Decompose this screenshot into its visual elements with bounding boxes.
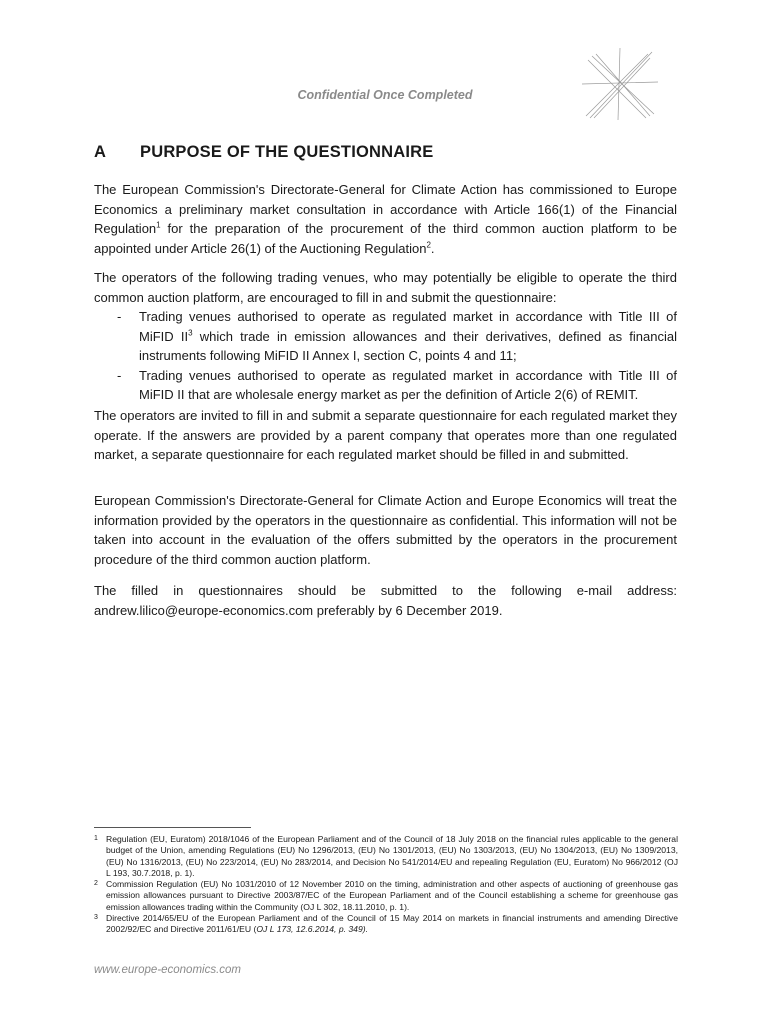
footnote-number: 3 xyxy=(94,914,98,922)
star-logo-icon xyxy=(580,48,660,120)
p1-text-c: . xyxy=(430,240,435,256)
confidential-note: Confidential Once Completed xyxy=(297,88,473,102)
paragraph-operators xyxy=(94,268,677,405)
footnote-ref-3: 3 xyxy=(188,328,193,338)
footnote-text: Commission Regulation (EU) No 1031/2010 of 12 November 2010 on the timing, administration and other aspects of auctioning of greenhouse gas emission allowances pursuant to Directive 2003/87/EC of the European Parliament and of the Council establishing a scheme for greenhouse gas emission allowances trading within the Community (OJ L 302, 18.11.2010, p. 1). xyxy=(106,879,678,912)
p1-text-a: The European Commission's Directorate-General for Climate Action has commissioned to Europe Economics a preliminary market consultation in accordance with Article 166(1) of the Financial Regulation xyxy=(94,182,677,236)
footnote-text: Directive 2014/65/EU of the European Parliament and of the Council of 15 May 2014 on markets in financial instruments and amending Directive 2002/92/EC and Directive 2011/61/EU ( xyxy=(106,913,678,935)
footnote-ref-2: 2 xyxy=(426,240,431,250)
paragraph-submission xyxy=(94,581,677,620)
paragraph-separate-questionnaire: The operators are invited to fill in and submit a separate questionnaire for each regulated market they operate. If the answers are provided by a parent company that operates more than one regulated market, a separate questionnaire for each regulated market should be filled in and submitted. xyxy=(94,408,677,462)
footnote-number: 1 xyxy=(94,835,98,842)
bullet-dash: - xyxy=(117,309,122,324)
footnote-ref-1: 1 xyxy=(156,220,161,230)
footnote-text: Regulation (EU, Euratom) 2018/1046 of the European Parliament and of the Council of 18 July 2018 on the financial rules applicable to the general budget of the Union, amending Regulations (EU) No 1296/2013, (EU) No 1301/2013, (EU) No 1303/2013, (EU) No 1304/2013, (EU) No 1309/2013, (EU) No 1316/2013, (EU) No 223/2014, (EU) No 283/2014, and Decision No 541/2014/EU and repealing Regulation (EU, Euratom) No 966/2012 (OJ L 193, 30.7.2018, p. 1). xyxy=(106,834,678,878)
footnote-number: 2 xyxy=(94,880,98,888)
bullet1-text-b: which trade in emission allowances and their derivatives, defined as financial instruments following MiFID II Annex I, section C, points 4 and 11; xyxy=(139,328,677,363)
footnote-divider xyxy=(94,827,251,828)
footnotes xyxy=(94,834,678,936)
footnote-1 xyxy=(94,834,678,879)
bullet1-text-a: Trading venues authorised to operate as regulated market in accordance with Title III of MiFID II xyxy=(139,309,677,344)
bullet-dash: - xyxy=(117,367,122,383)
section-title: PURPOSE OF THE QUESTIONNAIRE xyxy=(140,143,434,161)
bullet2-text: Trading venues authorised to operate as regulated market in accordance with Title III of MiFID II that are wholesale energy market as per the definition of Article 2(6) of REMIT. xyxy=(139,367,677,402)
footnote-text-italic: OJ L 173, 12.6.2014, p. 349). xyxy=(256,924,368,935)
p1-text-b: for the preparation of the procurement of the third common auction platform to be appointed under Article 26(1) of the Auctioning Regulation xyxy=(94,221,677,256)
list-item xyxy=(94,366,677,405)
paragraph-purpose xyxy=(94,180,677,258)
p2-intro: The operators of the following trading venues, who may potentially be eligible to operate the third common auction platform, are encouraged to fill in and submit the questionnaire: xyxy=(94,270,677,305)
p5-text-b: preferably by 6 December 2019. xyxy=(313,602,503,618)
list-item xyxy=(94,307,677,366)
p5-text-a: The filled in questionnaires should be submitted to the following e-mail address: xyxy=(94,583,677,598)
email-link[interactable]: andrew.lilico@europe-economics.com xyxy=(94,602,314,618)
section-letter: A xyxy=(94,143,107,161)
footnote-3 xyxy=(94,913,678,936)
footer-url[interactable]: www.europe-economics.com xyxy=(94,964,242,976)
section-heading xyxy=(94,143,433,162)
footnote-2 xyxy=(94,879,678,913)
paragraph-confidentiality: European Commission's Directorate-General for Climate Action and Europe Economics will treat the information provided by the operators in the questionnaire as confidential. This information will not be taken into account in the evaluation of the offers submitted by the operators in the procurement procedure of the third common auction platform. xyxy=(94,493,677,567)
